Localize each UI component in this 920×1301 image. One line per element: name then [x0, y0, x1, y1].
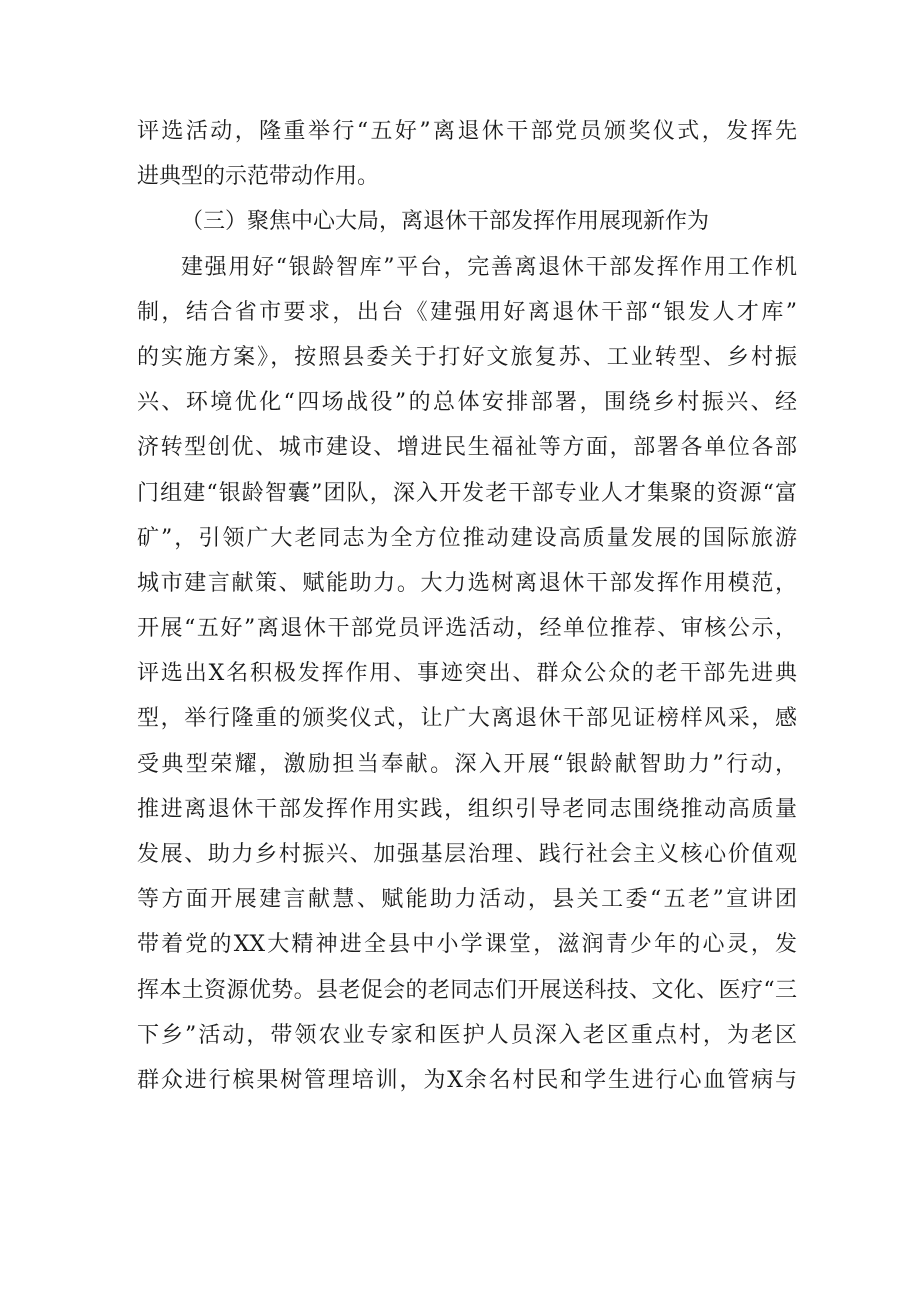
- paragraph-line: 兴、环境优化“四场战役”的总体安排部署，围绕乡村振兴、经: [137, 390, 797, 416]
- paragraph-line: 济转型创优、城市建设、增进民生福祉等方面，部署各单位各部: [137, 435, 797, 461]
- paragraph-line: 门组建“银龄智囊”团队，深入开发老干部专业人才集聚的资源“富: [137, 480, 797, 506]
- paragraph-line: 制，结合省市要求，出台《建强用好离退休干部“银发人才库”: [137, 299, 797, 325]
- paragraph-line: 进典型的示范带动作用。: [137, 164, 380, 190]
- paragraph-line: 建强用好“银龄智库”平台，完善离退休干部发挥作用工作机: [181, 254, 797, 280]
- paragraph-line: 下乡”活动，带领农业专家和医护人员深入老区重点村，为老区: [137, 1022, 797, 1048]
- paragraph-line: 等方面开展建言献慧、赋能助力活动，县关工委“五老”宣讲团: [137, 887, 797, 913]
- paragraph-line: 受典型荣耀，激励担当奉献。深入开展“银龄献智助力”行动，: [137, 751, 797, 777]
- paragraph-line: 挥本土资源优势。县老促会的老同志们开展送科技、文化、医疗“三: [137, 977, 797, 1003]
- document-body: [137, 109, 797, 1103]
- paragraph-line: 评选活动，隆重举行“五好”离退休干部党员颁奖仪式，发挥先: [137, 119, 797, 144]
- paragraph-line: 型，举行隆重的颁奖仪式，让广大离退休干部见证榜样风采，感: [137, 706, 797, 732]
- paragraph-line: 城市建言献策、赋能助力。大力选树离退休干部发挥作用模范，: [137, 570, 797, 596]
- paragraph-line: 开展“五好”离退休干部党员评选活动，经单位推荐、审核公示，: [137, 616, 797, 642]
- paragraph-line: 推进离退休干部发挥作用实践，组织引导老同志围绕推动高质量: [137, 796, 797, 822]
- paragraph-line: 矿”，引领广大老同志为全方位推动建设高质量发展的国际旅游: [137, 525, 797, 551]
- paragraph-line: 的实施方案》，按照县委关于打好文旅复苏、工业转型、乡村振: [137, 344, 797, 370]
- paragraph-line: 评选出X名积极发挥作用、事迹突出、群众公众的老干部先进典: [137, 661, 797, 687]
- paragraph-line: 带着党的XX大精神进全县中小学课堂，滋润青少年的心灵，发: [137, 932, 797, 958]
- paragraph-line: 群众进行槟果树管理培训，为X余名村民和学生进行心血管病与: [137, 1067, 797, 1093]
- paragraph-line: 发展、助力乡村振兴、加强基层治理、践行社会主义核心价值观: [137, 842, 797, 867]
- section-heading: （三）聚焦中心大局，离退休干部发挥作用展现新作为: [181, 209, 710, 235]
